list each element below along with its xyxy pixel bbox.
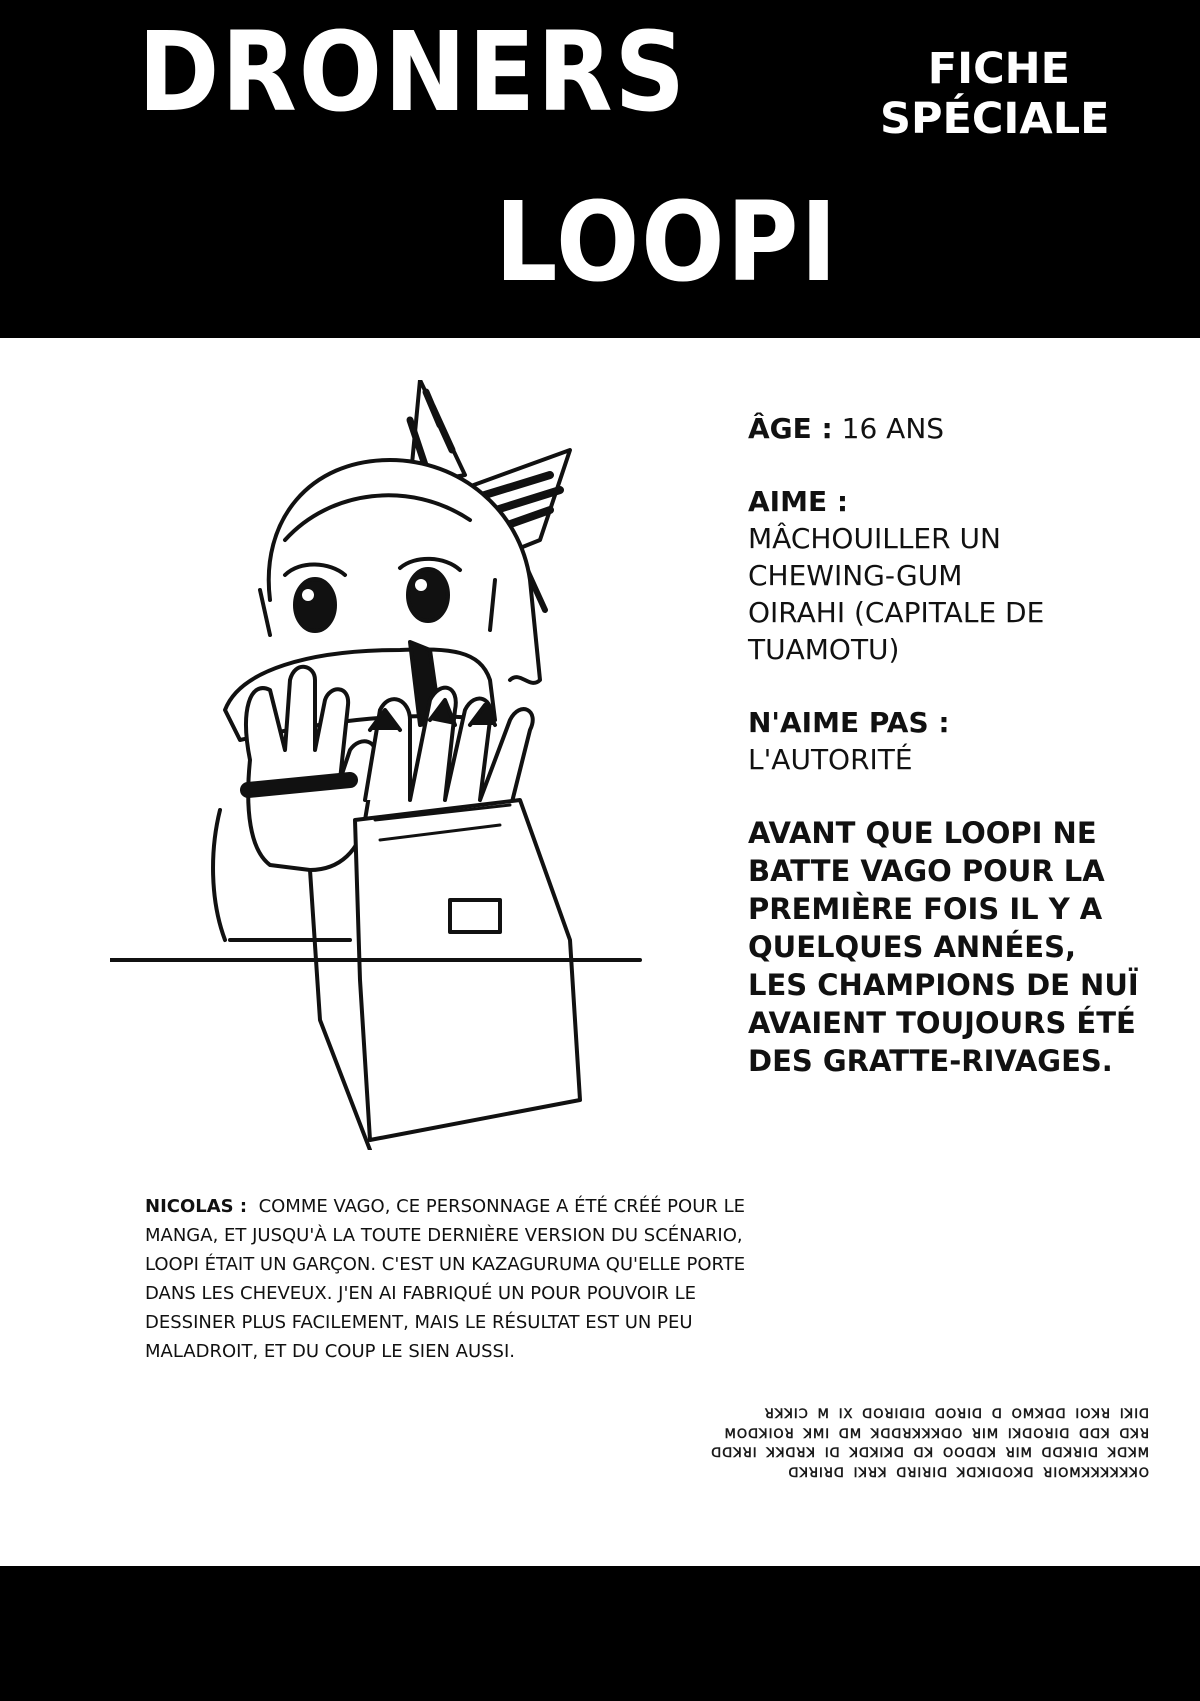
author-note xyxy=(145,1192,885,1366)
likes-line: TUAMOTU) xyxy=(748,633,900,666)
note-author: NICOLAS : xyxy=(145,1196,248,1217)
special-sheet-badge xyxy=(880,44,1110,144)
alien-line: ꓤꓘꓘꓲꓛ ꓟ ꓲꓫ ꓷꓳꓤꓲꓷꓲꓷ ꓷꓳꓤꓲꓷ ꓷ ꓳꓟꓘꓷꓷ ꓲꓳꓘꓤ ꓲꓘꓲꓷ xyxy=(764,1407,1150,1422)
note-line: COMME VAGO, CE PERSONNAGE A ÉTÉ CRÉÉ POUR LE xyxy=(258,1196,746,1217)
bio-line: AVANT QUE LOOPI NE xyxy=(748,816,1097,850)
title-character: LOOPI xyxy=(495,179,839,307)
likes-line: MÂCHOUILLER UN xyxy=(748,522,1001,555)
alien-line: ꓷꓷꓘꓤꓲ ꓘꓘꓷꓤꓘ ꓲꓷ ꓘꓷꓘꓲꓘꓷ ꓷꓘ ꓳꓳꓷꓷꓘ ꓤꓲꓟ ꓷꓷꓘꓤꓲꓷ ꓘꓷꓘꓟ xyxy=(711,1446,1150,1461)
dislikes-value: L'AUTORITÉ xyxy=(748,743,913,776)
likes-line: CHEWING-GUM xyxy=(748,559,963,592)
age-value: 16 ANS xyxy=(841,412,945,445)
note-line: LOOPI ÉTAIT UN GARÇON. C'EST UN KAZAGURUMA QU'ELLE PORTE xyxy=(145,1254,746,1275)
note-line: MALADROIT, ET DU COUP LE SIEN AUSSI. xyxy=(145,1341,516,1362)
header-banner xyxy=(0,0,1200,338)
note-line: MANGA, ET JUSQU'À LA TOUTE DERNIÈRE VERSION DU SCÉNARIO, xyxy=(145,1225,743,1246)
likes-line: OIRAHI (CAPITALE DE xyxy=(748,596,1045,629)
likes-block xyxy=(748,483,1148,668)
dislikes-label: N'AIME PAS : xyxy=(748,706,950,739)
bio-line: QUELQUES ANNÉES, xyxy=(748,930,1076,964)
note-line: DANS LES CHEVEUX. J'EN AI FABRIQUÉ UN POUR POUVOIR LE xyxy=(145,1283,696,1304)
badge-line-1: FICHE xyxy=(927,44,1070,94)
age-label: ÂGE : xyxy=(748,412,833,445)
alien-line: ꓟꓳꓷꓘꓲꓳꓤ ꓘꓟꓲ ꓷꓟ ꓘꓷꓷꓤꓘꓘꓘꓷꓳ ꓤꓲꓟ ꓲꓘꓷꓳꓤꓲꓷ ꓷꓷꓘ ꓷꓘꓤ xyxy=(724,1426,1150,1442)
title-series: DRONERS xyxy=(138,9,688,137)
character-illustration xyxy=(110,380,710,1150)
bio-line: LES CHAMPIONS DE NUÏ xyxy=(748,968,1139,1002)
flower-bouquet xyxy=(355,688,580,1140)
note-line: DESSINER PLUS FACILEMENT, MAIS LE RÉSULTAT EST UN PEU xyxy=(145,1312,693,1333)
alien-script-text xyxy=(628,1405,1150,1483)
age-block xyxy=(748,410,1148,447)
footer-banner xyxy=(0,1566,1200,1701)
likes-label: AIME : xyxy=(748,485,849,518)
bio-line: BATTE VAGO POUR LA xyxy=(748,854,1105,888)
alien-line: ꓷꓘꓤꓲꓤꓷ ꓲꓘꓤꓘ ꓷꓤꓲꓤꓲꓷ ꓘꓷꓘꓲꓷꓳꓘꓷ ꓤꓲꓳꓟꓘꓘꓘꓘꓘꓘꓳ xyxy=(788,1465,1150,1481)
badge-line-2: SPÉCIALE xyxy=(880,94,1110,144)
profile-info xyxy=(748,410,1148,1080)
bio-text xyxy=(748,814,1148,1080)
bio-line: DES GRATTE-RIVAGES. xyxy=(748,1044,1113,1078)
bio-line: AVAIENT TOUJOURS ÉTÉ xyxy=(748,1006,1136,1040)
bio-line: PREMIÈRE FOIS IL Y A xyxy=(748,892,1103,926)
dislikes-block xyxy=(748,704,1148,778)
